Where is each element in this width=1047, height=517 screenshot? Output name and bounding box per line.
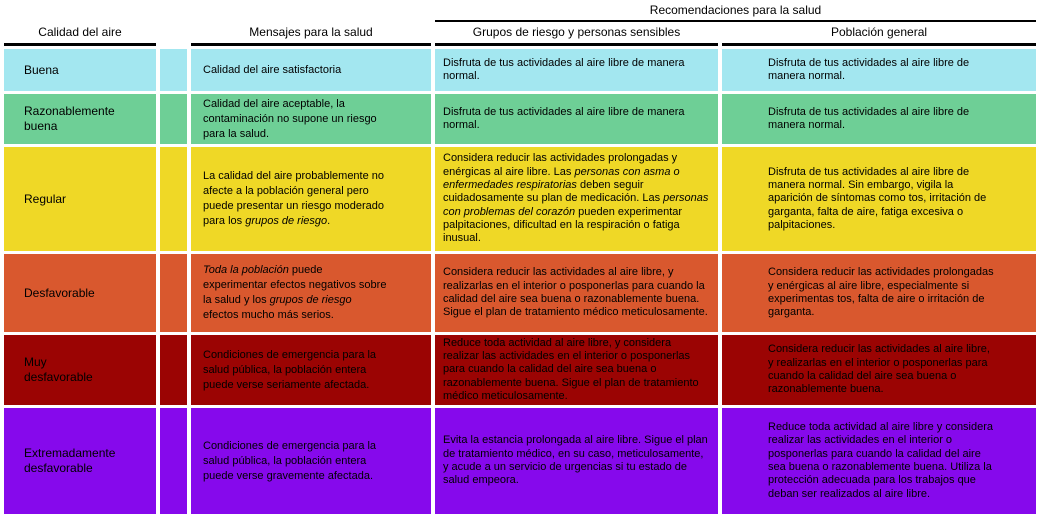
general-population-cell: Reduce toda actividad al aire libre y considera realizar las actividades en el interior o posponerlas para cuando la calidad del aire sea buena o razonablemente buena. Utiliza la protección adecuada para los trabajos que deban ser realizados al aire libre. [722, 408, 1036, 514]
table-row-extremadamente-desfavorable [4, 408, 1036, 514]
risk-groups-cell: Disfruta de tus actividades al aire libre de manera normal. [435, 49, 718, 91]
health-message-cell: Calidad del aire satisfactoria [191, 49, 431, 91]
health-message-cell: La calidad del aire probablemente no afecte a la población general pero puede presentar un riesgo moderado para los grupos de riesgo. [191, 147, 431, 251]
quality-level-cell: Buena [4, 49, 156, 91]
color-swatch-cell [160, 335, 187, 405]
risk-groups-cell: Disfruta de tus actividades al aire libre de manera normal. [435, 94, 718, 144]
color-swatch-cell [160, 147, 187, 251]
risk-groups-cell: Considera reducir las actividades prolongadas y enérgicas al aire libre. Las personas con asma o enfermedades respiratorias deben seguir cuidadosamente su plan de medicación. Las personas con problemas del corazón pueden experimentar palpitaciones, dificultad en la respiración o fatiga inusual. [435, 147, 718, 251]
health-message-cell: Toda la población puede experimentar efectos negativos sobre la salud y los grupos de riesgo efectos mucho más serios. [191, 254, 431, 332]
swatch-column-header [160, 25, 187, 46]
color-swatch-cell [160, 254, 187, 332]
general-population-column-header: Población general [722, 25, 1036, 46]
quality-level-cell: Regular [4, 147, 156, 251]
color-swatch-cell [160, 408, 187, 514]
color-swatch-cell [160, 49, 187, 91]
health-message-cell: Condiciones de emergencia para la salud pública, la población entera puede verse seriamente afectada. [191, 335, 431, 405]
quality-level-cell: Extremadamente desfavorable [4, 408, 156, 514]
recommendations-header: Recomendaciones para la salud [435, 3, 1036, 22]
table-row-buena [4, 49, 1036, 91]
health-message-cell: Condiciones de emergencia para la salud pública, la población entera puede verse gravemente afectada. [191, 408, 431, 514]
color-swatch-cell [160, 94, 187, 144]
header-row-top [4, 3, 1036, 22]
general-population-cell: Disfruta de tus actividades al aire libre de manera normal. [722, 94, 1036, 144]
table-row-regular [4, 147, 1036, 251]
header-spacer [4, 3, 431, 22]
messages-column-header: Mensajes para la salud [191, 25, 431, 46]
table-row-muy-desfavorable [4, 335, 1036, 405]
health-message-cell: Calidad del aire aceptable, la contaminación no supone un riesgo para la salud. [191, 94, 431, 144]
general-population-cell: Considera reducir las actividades al aire libre, y realizarlas en el interior o posponerlas para cuando la calidad del aire sea buena o razonablemente buena. [722, 335, 1036, 405]
header-row-main [4, 25, 1036, 46]
quality-column-header: Calidad del aire [4, 25, 156, 46]
quality-level-cell: Desfavorable [4, 254, 156, 332]
risk-groups-column-header: Grupos de riesgo y personas sensibles [435, 25, 718, 46]
risk-groups-cell: Evita la estancia prolongada al aire libre. Sigue el plan de tratamiento médico, en su caso, meticulosamente, y acude a un servicio de urgencias si tu estado de salud empeora. [435, 408, 718, 514]
general-population-cell: Disfruta de tus actividades al aire libre de manera normal. [722, 49, 1036, 91]
risk-groups-cell: Reduce toda actividad al aire libre, y considera realizar las actividades en el interior o posponerlas para cuando la calidad del aire sea buena o razonablemente buena. Sigue el plan de tratamiento médico meticulosamente. [435, 335, 718, 405]
risk-groups-cell: Considera reducir las actividades al aire libre, y realizarlas en el interior o posponerlas para cuando la calidad del aire sea buena o razonablemente buena. Sigue el plan de tratamiento médico meticulosamente. [435, 254, 718, 332]
table-row-razonablemente-buena [4, 94, 1036, 144]
general-population-cell: Disfruta de tus actividades al aire libre de manera normal. Sin embargo, vigila la aparición de síntomas como tos, irritación de garganta, falta de aire, fatiga excesiva o palpitaciones. [722, 147, 1036, 251]
table-row-desfavorable [4, 254, 1036, 332]
quality-level-cell: Razonablemente buena [4, 94, 156, 144]
quality-level-cell: Muy desfavorable [4, 335, 156, 405]
general-population-cell: Considera reducir las actividades prolongadas y enérgicas al aire libre, especialmente si experimentas tos, falta de aire o irritación de garganta. [722, 254, 1036, 332]
